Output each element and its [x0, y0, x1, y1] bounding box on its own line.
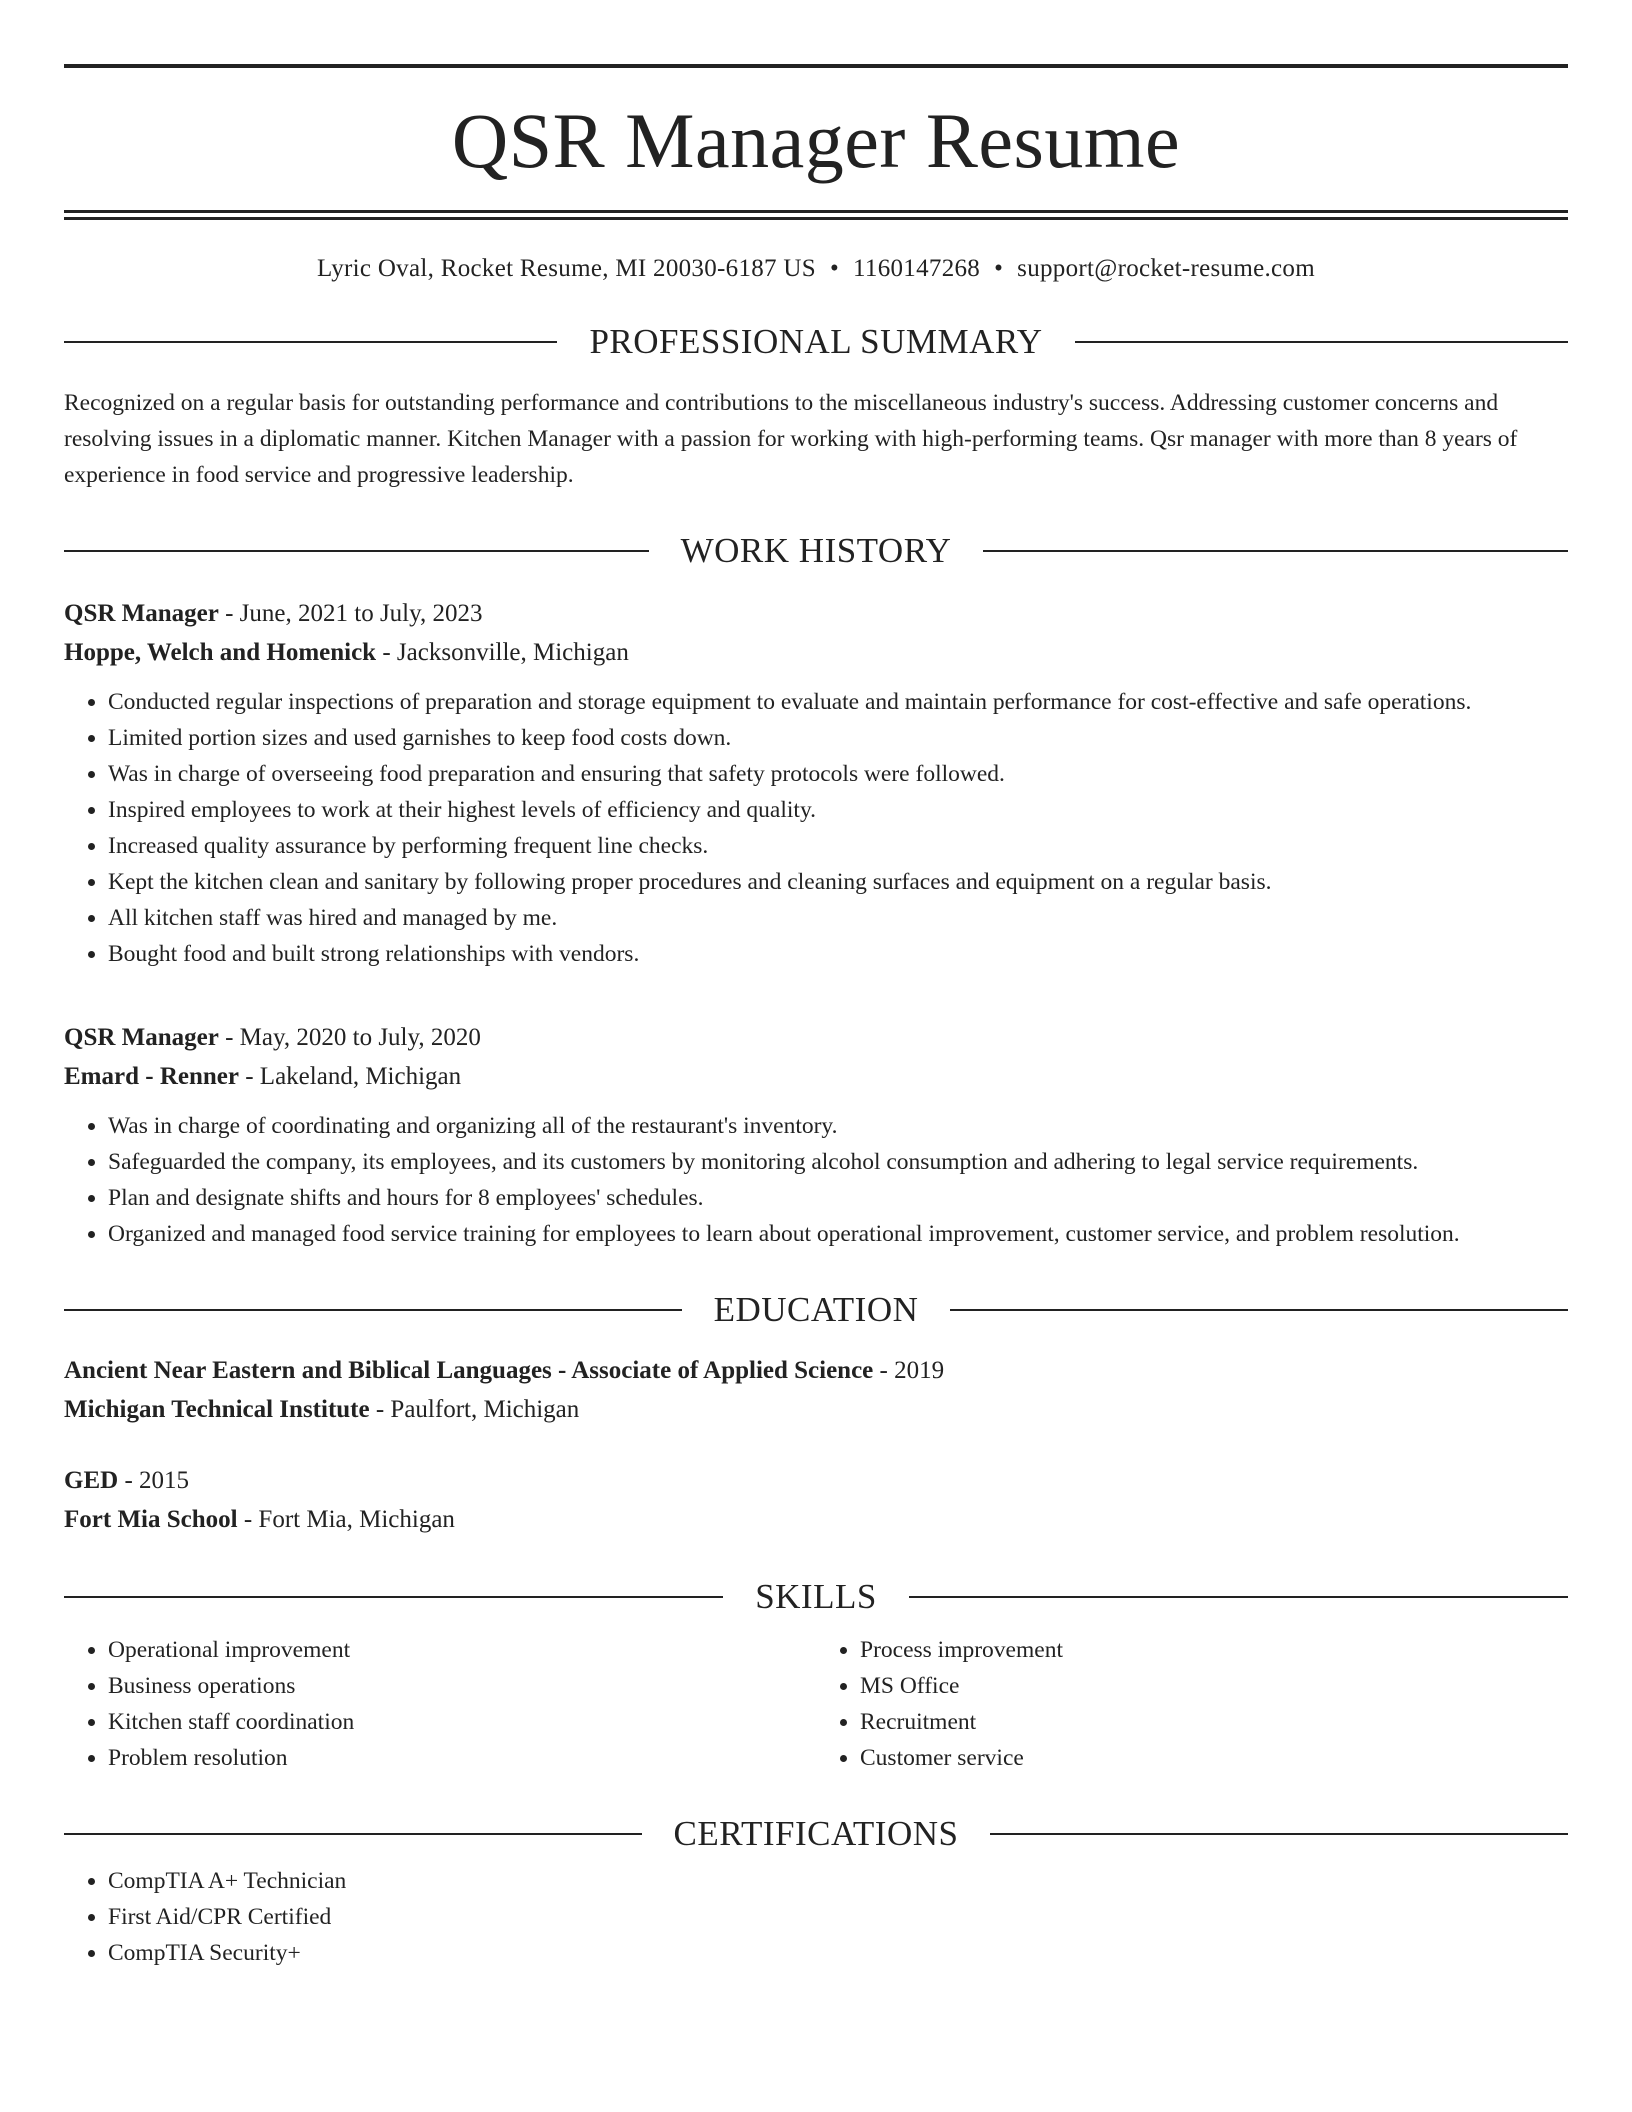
section-rule	[64, 1309, 682, 1311]
list-item: • Customer service	[860, 1740, 1568, 1776]
job-company: Emard - Renner	[64, 1063, 239, 1090]
section-header-summary	[64, 324, 1568, 359]
section-header-skills	[64, 1579, 1568, 1614]
section-rule	[909, 1596, 1568, 1598]
list-item: • Increased quality assurance by performing frequent line checks.	[108, 828, 1568, 864]
list-item: • Business operations	[108, 1668, 816, 1704]
education-degree: GED	[64, 1467, 119, 1494]
education-year: - 2019	[873, 1357, 945, 1384]
list-item: • CompTIA A+ Technician	[108, 1863, 1568, 1899]
section-rule	[983, 550, 1568, 552]
list-item: • Recruitment	[860, 1704, 1568, 1740]
job-title-line	[64, 594, 1568, 633]
top-rule	[64, 64, 1568, 68]
contact-phone: 1160147268	[853, 255, 981, 282]
education-school: Fort Mia School	[64, 1506, 238, 1533]
contact-line	[64, 254, 1568, 284]
page-title: QSR Manager Resume	[451, 97, 1181, 184]
education-degree-line	[64, 1351, 1568, 1390]
education-school: Michigan Technical Institute	[64, 1396, 370, 1423]
section-rule	[990, 1833, 1568, 1835]
section-header-work	[64, 533, 1568, 568]
list-item: • Limited portion sizes and used garnishes to keep food costs down.	[108, 720, 1568, 756]
section-title: SKILLS	[755, 1577, 877, 1616]
list-item: • Inspired employees to work at their highest levels of efficiency and quality.	[108, 792, 1568, 828]
list-item: • Safeguarded the company, its employees, and its customers by monitoring alcohol consumption and adhering to legal service requirements.	[108, 1144, 1568, 1180]
job-location: - Jacksonville, Michigan	[376, 639, 629, 666]
job-company: Hoppe, Welch and Homenick	[64, 639, 377, 666]
section-title: CERTIFICATIONS	[673, 1814, 959, 1853]
list-item: • All kitchen staff was hired and managed by me.	[108, 900, 1568, 936]
section-rule	[64, 1596, 723, 1598]
section-rule	[64, 341, 557, 343]
job-entry	[64, 594, 1568, 972]
section-header-education	[64, 1292, 1568, 1327]
education-school-line	[64, 1390, 1568, 1429]
list-item: • Kept the kitchen clean and sanitary by following proper procedures and cleaning surfaces and equipment on a regular basis.	[108, 864, 1568, 900]
list-item: • Was in charge of coordinating and organizing all of the restaurant's inventory.	[108, 1108, 1568, 1144]
summary-paragraph: Recognized on a regular basis for outstanding performance and contributions to the miscellaneous industry's success. Addressing customer concerns and resolving issues in a diplomatic manner. Kitchen Manager with a passion for working with high-performing teams. Qsr manager with more than 8 years of experience in food service and progressive leadership.	[64, 390, 1518, 488]
job-company-line	[64, 1057, 1568, 1096]
education-year: - 2015	[118, 1467, 190, 1494]
contact-separator: •	[829, 255, 840, 282]
job-entry	[64, 1018, 1568, 1252]
skills-list-right	[816, 1632, 1568, 1776]
section-header-certifications	[64, 1816, 1568, 1851]
education-degree-line	[64, 1461, 1568, 1500]
list-item: • Process improvement	[860, 1632, 1568, 1668]
education-degree: Ancient Near Eastern and Biblical Languages - Associate of Applied Science	[64, 1357, 874, 1384]
section-rule	[64, 1833, 642, 1835]
list-item: • Kitchen staff coordination	[108, 1704, 816, 1740]
list-item: • Conducted regular inspections of preparation and storage equipment to evaluate and maintain performance for cost-effective and safe operations.	[108, 684, 1568, 720]
education-entry	[64, 1351, 1568, 1429]
contact-separator: •	[994, 255, 1004, 282]
list-item: • Bought food and built strong relationships with vendors.	[108, 936, 1568, 972]
contact-address: Lyric Oval, Rocket Resume, MI 20030-6187 US	[317, 255, 816, 282]
list-item: • Plan and designate shifts and hours for 8 employees' schedules.	[108, 1180, 1568, 1216]
job-title: QSR Manager	[64, 1024, 219, 1051]
section-rule	[950, 1309, 1568, 1311]
education-location: - Paulfort, Michigan	[369, 1396, 580, 1423]
list-item: • Was in charge of overseeing food preparation and ensuring that safety protocols were followed.	[108, 756, 1568, 792]
list-item: • Operational improvement	[108, 1632, 816, 1668]
job-dates: - May, 2020 to July, 2020	[218, 1024, 481, 1051]
education-entry	[64, 1461, 1568, 1539]
education-location: - Fort Mia, Michigan	[237, 1506, 455, 1533]
section-rule	[64, 550, 649, 552]
job-bullets	[64, 1108, 1568, 1252]
job-bullets	[64, 684, 1568, 972]
job-dates: - June, 2021 to July, 2023	[218, 600, 483, 627]
job-company-line	[64, 633, 1568, 672]
list-item: • MS Office	[860, 1668, 1568, 1704]
list-item: • Organized and managed food service training for employees to learn about operational improvement, customer service, and problem resolution.	[108, 1216, 1568, 1252]
section-title: PROFESSIONAL SUMMARY	[589, 322, 1043, 361]
certifications-list	[64, 1863, 1568, 1971]
education-school-line	[64, 1500, 1568, 1539]
skills-columns	[64, 1632, 1568, 1776]
list-item: • CompTIA Security+	[108, 1935, 1568, 1971]
section-title: EDUCATION	[713, 1290, 919, 1329]
list-item: • Problem resolution	[108, 1740, 816, 1776]
section-rule	[1075, 341, 1568, 343]
job-title-line	[64, 1018, 1568, 1057]
job-location: - Lakeland, Michigan	[238, 1063, 462, 1090]
contact-email: support@rocket-resume.com	[1017, 255, 1315, 282]
list-item: • First Aid/CPR Certified	[108, 1899, 1568, 1935]
job-title: QSR Manager	[64, 600, 219, 627]
title-double-rule	[64, 210, 1568, 220]
skills-list-left	[64, 1632, 816, 1776]
section-title: WORK HISTORY	[680, 531, 952, 570]
